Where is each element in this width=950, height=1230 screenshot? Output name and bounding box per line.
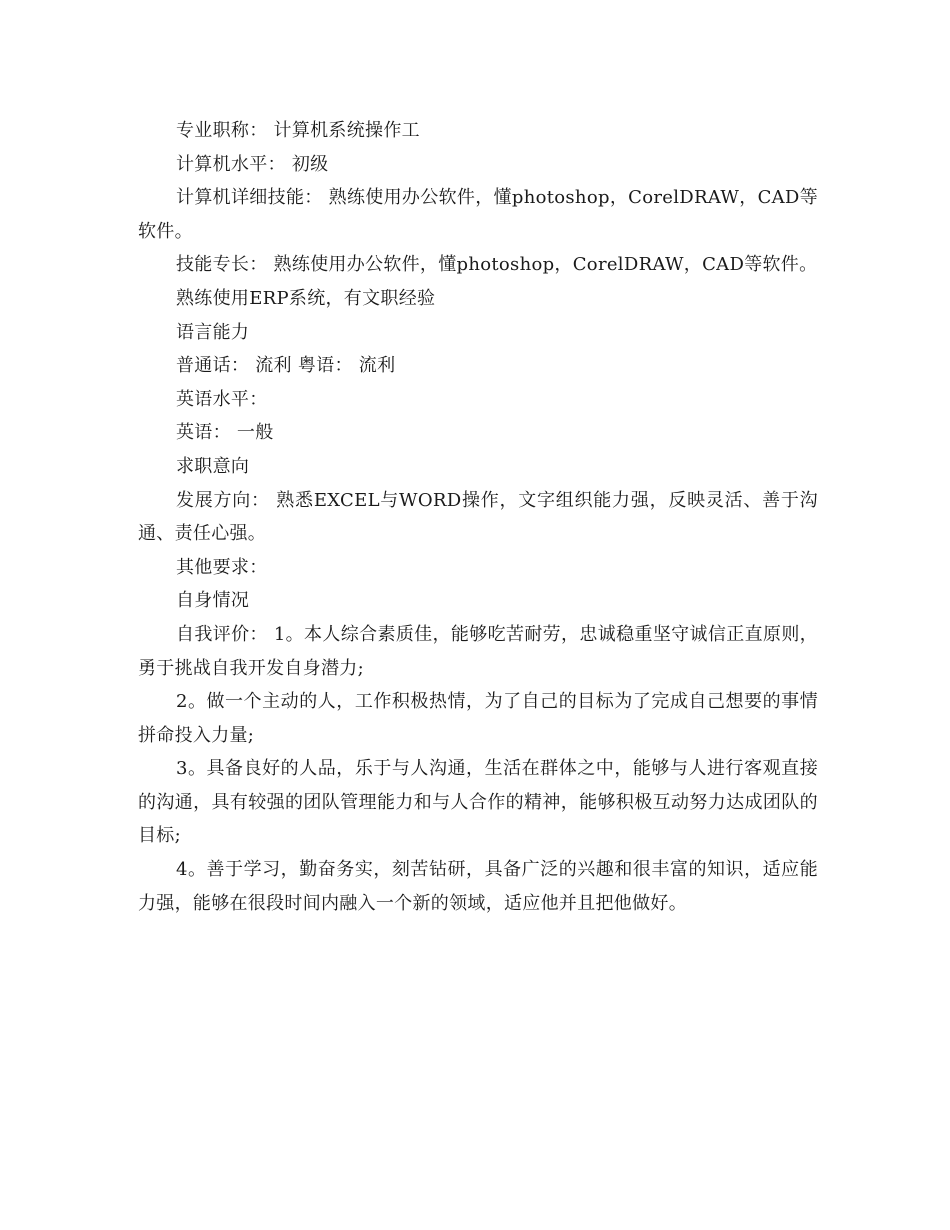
paragraph-self-evaluation-2: 2。做一个主动的人，工作积极热情，为了自己的目标为了完成自己想要的事情拼命投入力量; (138, 691, 818, 746)
paragraph-self-evaluation-3: 3。具备良好的人品，乐于与人沟通，生活在群体之中，能够与人进行客观直接的沟通，具有较强的团队管理能力和与人合作的精神，能够积极互动努力达成团队的目标; (138, 758, 818, 847)
paragraph-computer-skills: 计算机详细技能： 熟练使用办公软件，懂photoshop，CorelDRAW，CAD等软件。 (138, 187, 818, 242)
paragraph-mandarin-cantonese: 普通话： 流利 粤语： 流利 (176, 355, 396, 377)
paragraph-language-heading: 语言能力 (176, 321, 250, 343)
paragraph-job-intention-heading: 求职意向 (176, 455, 250, 477)
paragraph-self-evaluation-4: 4。善于学习，勤奋务实，刻苦钻研，具备广泛的兴趣和很丰富的知识，适应能力强，能够在很段时间内融入一个新的领域，适应他并且把他做好。 (138, 859, 818, 914)
paragraph-english: 英语： 一般 (176, 422, 274, 444)
paragraph-self-evaluation-1: 自我评价： 1。本人综合素质佳，能够吃苦耐劳，忠诚稳重坚守诚信正直原则，勇于挑战自我开发自身潜力; (138, 623, 818, 679)
paragraph-english-level: 英语水平： (176, 388, 268, 410)
paragraph-other-requirements: 其他要求： (176, 556, 268, 578)
paragraph-computer-level: 计算机水平： 初级 (176, 153, 329, 175)
paragraph-professional-title: 专业职称： 计算机系统操作工 (176, 120, 420, 141)
paragraph-skill-specialty: 技能专长： 熟练使用办公软件，懂photoshop，CorelDRAW，CAD等软件。 (176, 254, 818, 276)
document-body (138, 114, 818, 920)
paragraph-self-situation-heading: 自身情况 (176, 590, 250, 612)
paragraph-erp-experience: 熟练使用ERP系统，有文职经验 (176, 287, 436, 309)
paragraph-development-direction: 发展方向： 熟悉EXCEL与WORD操作，文字组织能力强，反映灵活、善于沟通、责任心强。 (138, 489, 818, 545)
